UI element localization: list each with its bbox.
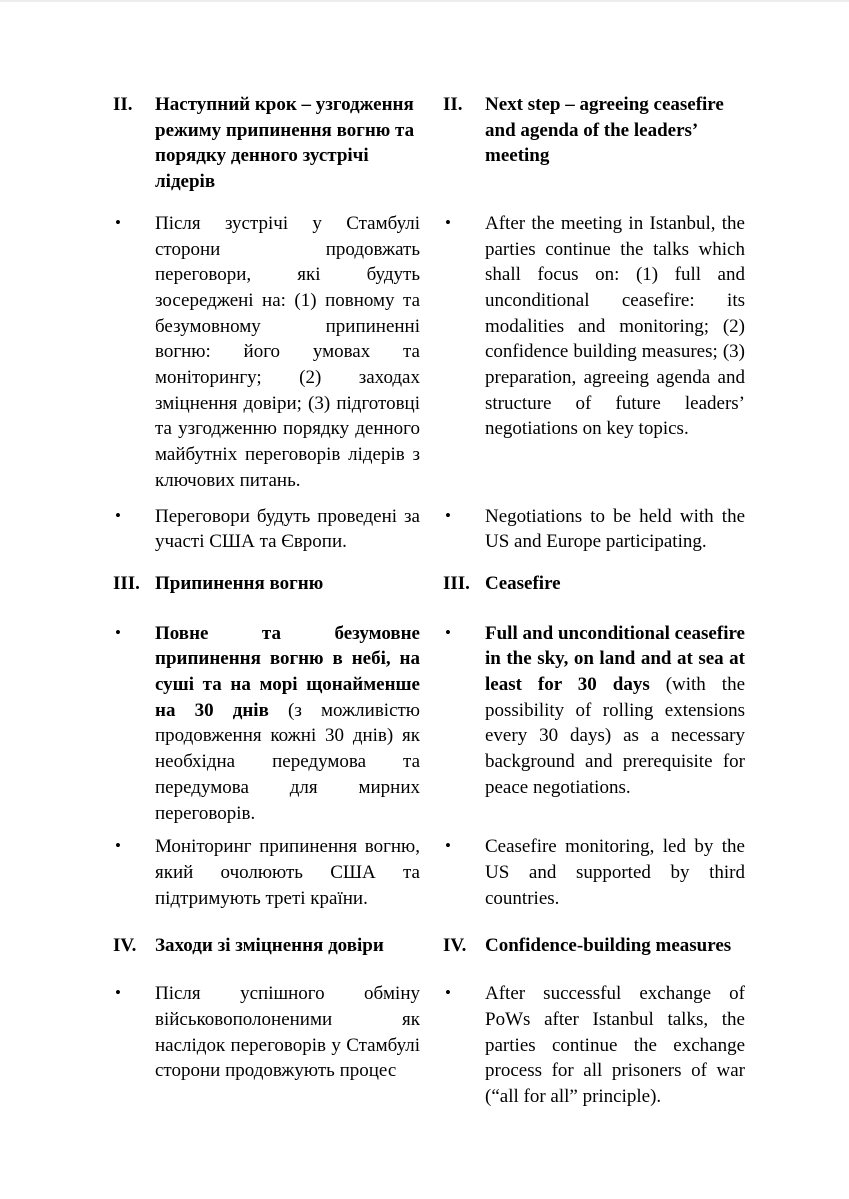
bullet-icon: • — [115, 505, 121, 525]
bullet-icon: • — [445, 622, 451, 642]
section-heading-text: Припинення вогню — [155, 572, 324, 594]
bullet-item-ua — [113, 834, 420, 911]
document-row — [113, 504, 745, 555]
bullet-text: After successful exchange of PoWs after Istanbul talks, the parties continue the exchange process for all prisoners of war (“all for all” principle). — [485, 983, 745, 1107]
bullet-text: Negotiations to be held with the US and Europe participating. — [485, 505, 745, 553]
document-row — [113, 211, 745, 494]
document-row — [113, 571, 745, 597]
section-numeral: IV. — [113, 935, 137, 957]
bullet-item-en — [443, 621, 745, 827]
section-numeral: II. — [443, 94, 463, 115]
section-heading-ua — [113, 92, 420, 195]
bullet-item-en — [443, 211, 745, 494]
document-row — [113, 981, 745, 1110]
section-heading-en — [443, 92, 745, 195]
bullet-text-bold: Повне та безумовне припинення вогню в небі, на суші та на морі щонайменше на 30 днів — [155, 622, 420, 721]
section-numeral: III. — [443, 572, 470, 594]
bullet-item-ua — [113, 211, 420, 494]
bullet-item-en — [443, 981, 745, 1110]
bullet-text: Після успішного обміну військовополоненими як наслідок переговорів у Стамбулі сторони продовжують процес — [155, 983, 420, 1082]
section-numeral: III. — [113, 572, 140, 594]
bullet-text: After the meeting in Istanbul, the parties continue the talks which shall focus on: (1) full and unconditional ceasefire: its modalities and monitoring; (2) confidence building measures; (3) preparation, agreeing agenda and structure of future leaders’ negotiations on key topics. — [485, 212, 745, 440]
bullet-text-bold: Full and unconditional ceasefire in the sky, on land and at sea at least for 30 days — [485, 622, 745, 696]
bullet-icon: • — [115, 836, 121, 856]
bullet-text: Після зустрічі у Стамбулі сторони продовжать переговори, які будуть зосереджені на: (1) повному та безумовному припиненні вогню: його умовах та моніторингу; (2) заходах зміцнення довіри; (3) підготовці та узгодженню порядку денного майбутніх переговорів лідерів з ключових питань. — [155, 212, 420, 491]
document-row — [113, 92, 745, 195]
bullet-text: (з можливістю продовження кожні 30 днів) як необхідна передумова та передумова для мирних переговорів. — [155, 699, 421, 824]
bullet-icon: • — [445, 983, 451, 1003]
bullet-icon: • — [115, 622, 121, 642]
document-row — [113, 621, 745, 827]
section-heading-ua — [113, 571, 420, 597]
bullet-item-ua — [113, 981, 420, 1110]
section-heading-text: Confidence-building measures — [485, 935, 732, 957]
bullet-text: Моніторинг припинення вогню, який очолюють США та підтримують треті країни. — [155, 836, 420, 909]
bullet-icon: • — [115, 983, 121, 1003]
section-heading-en — [443, 933, 745, 959]
bullet-item-ua — [113, 621, 420, 827]
document-row — [113, 834, 745, 911]
bullet-text: Ceasefire monitoring, led by the US and supported by third countries. — [485, 836, 745, 909]
bullet-icon: • — [445, 505, 451, 525]
bullet-item-en — [443, 834, 745, 911]
section-numeral: II. — [113, 94, 133, 115]
bullet-icon: • — [445, 836, 451, 856]
section-heading-text: Next step – agreeing ceasefire and agenda of the leaders’ meeting — [485, 94, 724, 167]
bullet-text: Переговори будуть проведені за участі США та Європи. — [155, 505, 420, 553]
section-heading-en — [443, 571, 745, 597]
bullet-text: (with the possibility of rolling extensions every 30 days) as a necessary background and prerequisite for peace negotiations. — [485, 674, 745, 798]
section-heading-ua — [113, 933, 420, 959]
section-heading-text: Заходи зі зміцнення довіри — [155, 935, 384, 957]
section-heading-text: Наступний крок – узгодження режиму припинення вогню та порядку денного зустрічі лідерів — [155, 94, 415, 193]
bullet-icon: • — [445, 212, 451, 232]
bullet-item-en — [443, 504, 745, 555]
bullet-item-ua — [113, 504, 420, 555]
document-row — [113, 933, 745, 959]
section-heading-text: Ceasefire — [485, 572, 561, 594]
bullet-icon: • — [115, 212, 121, 232]
section-numeral: IV. — [443, 935, 467, 957]
